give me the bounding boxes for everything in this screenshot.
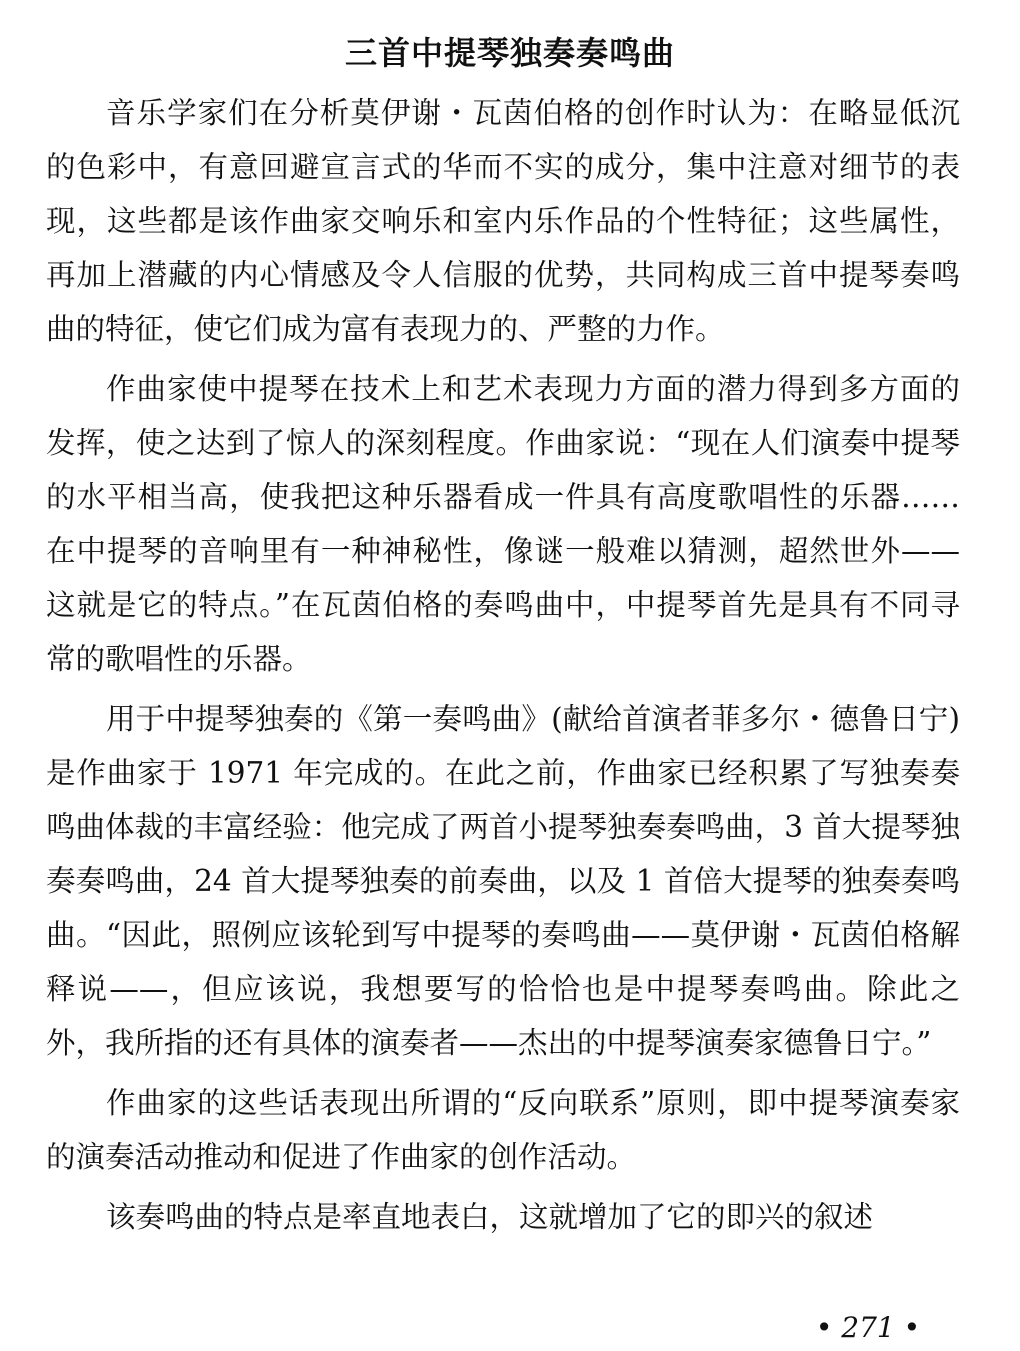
paragraph: 作曲家使中提琴在技术上和艺术表现力方面的潜力得到多方面的发挥，使之达到了惊人的深刻程度。作曲家说：“现在人们演奏中提琴的水平相当高，使我把这种乐器看成一件具有高度歌唱性的乐器……在中提琴的音响里有一种神秘性，像谜一般难以猜测，超然世外——这就是它的特点。”在瓦茵伯格的奏鸣曲中，中提琴首先是具有不同寻常的歌唱性的乐器。 xyxy=(46,372,960,676)
page-number: • 271 • xyxy=(815,1311,921,1344)
paragraph: 该奏鸣曲的特点是率直地表白，这就增加了它的即兴的叙述 xyxy=(106,1200,874,1234)
page-title: 三首中提琴独奏奏鸣曲 xyxy=(344,34,675,73)
paragraph: 用于中提琴独奏的《第一奏鸣曲》(献给首演者菲多尔・德鲁日宁)是作曲家于 1971 年完成的。在此之前，作曲家已经积累了写独奏奏鸣曲体裁的丰富经验：他完成了两首小提琴独奏奏鸣曲，3 首大提琴独奏奏鸣曲，24 首大提琴独奏的前奏曲，以及 1 首倍大提琴的独奏奏鸣曲。“因此，照例应该轮到写中提琴的奏鸣曲——莫伊谢・瓦茵伯格解释说——，但应该说，我想要写的恰恰也是中提琴奏鸣曲。除此之外，我所指的还有具体的演奏者——杰出的中提琴演奏家德鲁日宁。” xyxy=(46,702,960,1060)
paragraph: 音乐学家们在分析莫伊谢・瓦茵伯格的创作时认为：在略显低沉的色彩中，有意回避宣言式的华而不实的成分，集中注意对细节的表现，这些都是该作曲家交响乐和室内乐作品的个性特征；这些属性，再加上潜藏的内心情感及令人信服的优势，共同构成三首中提琴奏鸣曲的特征，使它们成为富有表现力的、严整的力作。 xyxy=(46,96,960,346)
body-text xyxy=(46,86,960,1250)
paragraph: 作曲家的这些话表现出所谓的“反向联系”原则，即中提琴演奏家的演奏活动推动和促进了作曲家的创作活动。 xyxy=(46,1086,960,1174)
